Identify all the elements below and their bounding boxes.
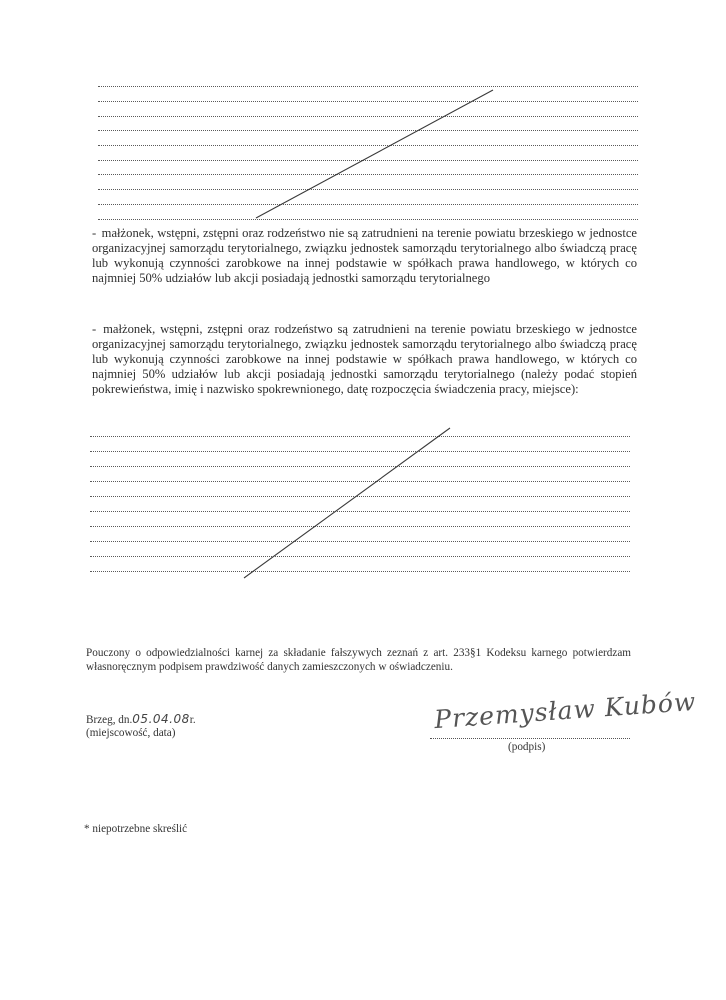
bullet: -	[92, 322, 97, 336]
section-1-text: małżonek, wstępni, zstępni oraz rodzeństwo nie są zatrudnieni na terenie powiatu brzeskiego w jednostce organizacyjnej samorządu terytorialnego, związku jednostek samorządu terytorialnego albo świadczą pracę lub wykonują czynności zarobkowe na innej podstawie w spółkach prawa handlowego, w których co najmniej 50% udziałów lub akcji posiadają jednostki samorządu terytorialnego	[92, 226, 637, 285]
handwritten-date: 05.04.08	[132, 712, 190, 726]
place-date-caption: (miejscowość, data)	[86, 727, 176, 739]
place-date-suffix: r.	[189, 714, 196, 726]
place-date-prefix: Brzeg, dn.	[86, 714, 133, 726]
declaration-text: Pouczony o odpowiedzialności karnej za składanie fałszywych zeznań z art. 233§1 Kodeksu karnego potwierdzam własnoręcznym podpisem prawdziwość danych zamieszczonych w oświadczeniu.	[86, 647, 631, 673]
strike-line-top	[256, 90, 493, 218]
signature-caption: (podpis)	[508, 741, 546, 753]
section-2-text: małżonek, wstępni, zstępni oraz rodzeństwo są zatrudnieni na terenie powiatu brzeskiego w jednostce organizacyjnej samorządu terytorialnego, związku jednostek samorządu terytorialnego albo świadczą pracę lub wykonują czynności zarobkowe na innej podstawie w spółkach prawa handlowego, w których co najmniej 50% udziałów lub akcji posiadają jednostki samorządu terytorialnego (należy podać stopień pokrewieństwa, imię i nazwisko spokrewnionego, datę rozpoczęcia świadczenia pracy, miejsce):	[92, 322, 637, 396]
footnote: * niepotrzebne skreślić	[84, 823, 188, 835]
bullet: -	[92, 226, 97, 240]
signature-line	[430, 738, 630, 739]
strike-line-bottom	[244, 428, 450, 578]
handwritten-signature: Przemysław Kubów	[433, 686, 698, 735]
place-date-line	[86, 712, 196, 727]
